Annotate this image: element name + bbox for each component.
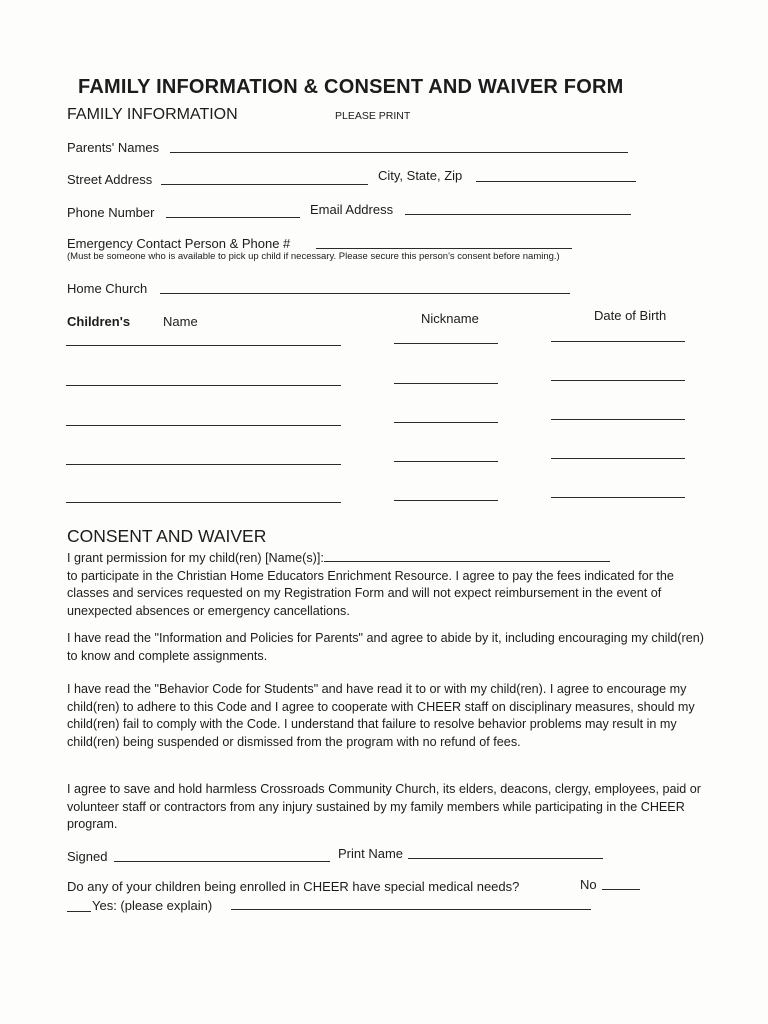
child-5-dob-field[interactable] [551,497,685,498]
child-3-name-field[interactable] [66,425,341,426]
home-church-label: Home Church [67,281,148,296]
city-state-zip-field[interactable] [476,181,636,182]
consent-paragraph-3: I have read the "Behavior Code for Students" and have read it to or with my child(ren). I agree to encourage my child(ren) to adhere to this Code and I agree to cooperate with CHEER staff on disciplinary measures, should my child(ren) fail to comply with the Code. I understand that failure to resolve behavior problems may result in my child(ren) being suspended or dismissed from the program with no refund of fees. [67,682,695,749]
phone-number-field[interactable] [166,217,300,218]
child-3-nickname-field[interactable] [394,422,498,423]
consent-p1-rest: to participate in the Christian Home Educators Enrichment Resource. I agree to pay the fees indicated for the classes and services requested on my Registration Form and will not expect reimbursement in the event of unexpected absences or emergency cancellations. [67,568,674,618]
email-address-label: Email Address [310,202,394,217]
medical-needs-question: Do any of your children being enrolled in CHEER have special medical needs? [67,879,520,894]
medical-explain-field[interactable] [231,909,591,910]
child-1-dob-field[interactable] [551,341,685,342]
consent-heading: CONSENT AND WAIVER [67,526,267,546]
medical-yes-field[interactable] [67,911,91,912]
child-3-dob-field[interactable] [551,419,685,420]
date-of-birth-header: Date of Birth [594,308,667,323]
child-1-name-field[interactable] [66,345,341,346]
medical-yes-label: Yes: (please explain) [92,898,213,913]
email-address-field[interactable] [405,214,631,215]
form-title: FAMILY INFORMATION & CONSENT AND WAIVER FORM [78,76,624,98]
phone-number-label: Phone Number [67,205,155,220]
children-name-header: Name [163,314,198,329]
child-5-nickname-field[interactable] [394,500,498,501]
child-2-name-field[interactable] [66,385,341,386]
signed-label: Signed [67,849,108,864]
child-4-nickname-field[interactable] [394,461,498,462]
child-2-dob-field[interactable] [551,380,685,381]
child-1-nickname-field[interactable] [394,343,498,344]
print-name-field[interactable] [408,858,603,859]
consent-paragraph-4: I agree to save and hold harmless Crossroads Community Church, its elders, deacons, clergy, employees, paid or volunteer staff or contractors from any injury sustained by my family members while participating in the CHEER program. [67,782,701,831]
medical-no-field[interactable] [602,889,640,890]
consent-p1-start: I grant permission for my child(ren) [Name(s)]: [67,551,324,565]
parents-names-field[interactable] [170,152,628,153]
signature-field[interactable] [114,861,330,862]
child-2-nickname-field[interactable] [394,383,498,384]
please-print-note: PLEASE PRINT [335,110,411,122]
child-5-name-field[interactable] [66,502,341,503]
home-church-field[interactable] [160,293,570,294]
child-4-dob-field[interactable] [551,458,685,459]
consent-paragraph-1 [67,549,717,620]
nickname-header: Nickname [421,311,479,326]
child-names-field[interactable] [324,549,610,562]
print-name-label: Print Name [338,846,404,861]
consent-paragraph-2: I have read the "Information and Policies for Parents" and agree to abide by it, including encouraging my child(ren) to know and complete assignments. [67,631,704,663]
emergency-contact-label: Emergency Contact Person & Phone # [67,236,291,251]
parents-names-label: Parents' Names [67,140,160,155]
city-state-zip-label: City, State, Zip [378,168,463,183]
emergency-contact-note: (Must be someone who is available to pick up child if necessary. Please secure this person's consent before naming.) [67,251,560,262]
emergency-contact-field[interactable] [316,248,572,249]
family-section-heading: FAMILY INFORMATION [67,106,238,123]
street-address-field[interactable] [161,184,368,185]
street-address-label: Street Address [67,172,153,187]
children-header: Children's [67,314,131,329]
child-4-name-field[interactable] [66,464,341,465]
medical-no-label: No [580,877,597,892]
